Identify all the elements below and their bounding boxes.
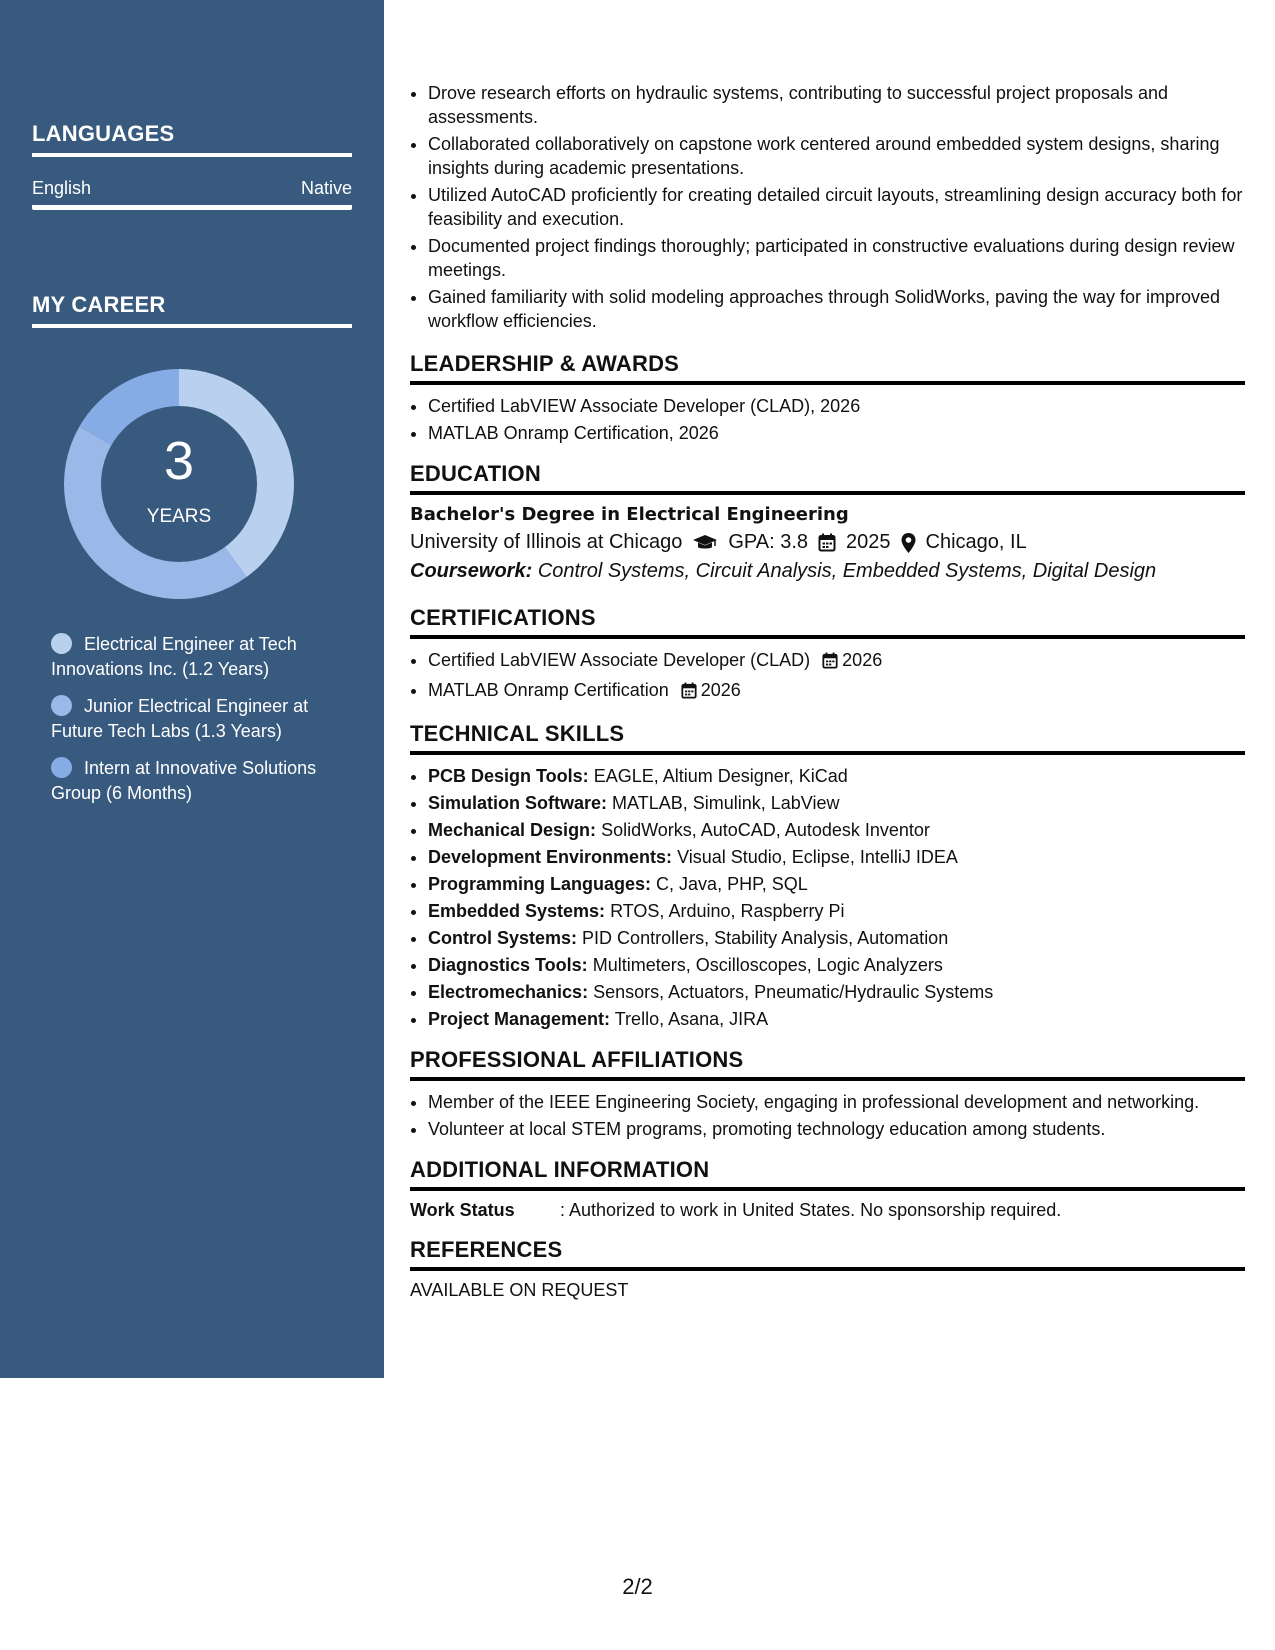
- additional-section: [410, 1157, 1245, 1221]
- work-status-label: Work Status: [410, 1200, 515, 1220]
- skill-value: Trello, Asana, JIRA: [614, 1009, 769, 1029]
- affiliations-section: [410, 1047, 1245, 1141]
- skill-label: Electromechanics:: [428, 982, 589, 1002]
- main-content: [410, 81, 1245, 1301]
- skill-value: Sensors, Actuators, Pneumatic/Hydraulic Systems: [593, 982, 994, 1002]
- skill-item: [428, 818, 1245, 842]
- skill-label: Embedded Systems:: [428, 901, 606, 921]
- skill-item: [428, 980, 1245, 1004]
- education-title: EDUCATION: [410, 461, 1245, 495]
- skills-title: TECHNICAL SKILLS: [410, 721, 1245, 755]
- leadership-item: • Certified LabVIEW Associate Developer (CLAD), 2026: [428, 394, 1245, 418]
- affiliation-item: • Member of the IEEE Engineering Society, engaging in professional development and networking.: [428, 1090, 1245, 1114]
- career-item: [51, 756, 341, 806]
- career-total-value: 3: [163, 431, 195, 491]
- certification-name: MATLAB Onramp Certification: [428, 680, 669, 700]
- skill-item: [428, 845, 1245, 869]
- certifications-section: [410, 605, 1245, 705]
- skill-label: PCB Design Tools:: [428, 766, 589, 786]
- career-dot-icon: [51, 757, 72, 778]
- skill-label: Development Environments:: [428, 847, 673, 867]
- career-dot-icon: [51, 695, 72, 716]
- skill-value: PID Controllers, Stability Analysis, Automation: [582, 928, 949, 948]
- coursework-value: Control Systems, Circuit Analysis, Embedded Systems, Digital Design: [537, 560, 1157, 582]
- languages-heading: LANGUAGES: [32, 121, 352, 157]
- experience-bullet: • Gained familiarity with solid modeling approaches through SolidWorks, paving the way for improved workflow efficiencies.: [428, 285, 1245, 333]
- skill-item: [428, 791, 1245, 815]
- experience-bullets: [410, 81, 1245, 333]
- certifications-title: CERTIFICATIONS: [410, 605, 1245, 639]
- skill-item: [428, 872, 1245, 896]
- skill-label: Control Systems:: [428, 928, 578, 948]
- experience-bullet: • Documented project findings thoroughly; participated in constructive evaluations during design review meetings.: [428, 234, 1245, 282]
- career-item: [51, 694, 341, 744]
- skills-section: [410, 721, 1245, 1031]
- skill-label: Programming Languages:: [428, 874, 652, 894]
- career-dot-icon: [51, 633, 72, 654]
- skill-label: Simulation Software:: [428, 793, 608, 813]
- skill-label: Project Management:: [428, 1009, 611, 1029]
- skill-item: [428, 953, 1245, 977]
- leadership-section: [410, 351, 1245, 445]
- skill-item: [428, 926, 1245, 950]
- graduation-year: 2025: [846, 531, 891, 553]
- certification-year: 2026: [700, 680, 741, 700]
- coursework-label: Coursework:: [410, 560, 533, 582]
- career-total-unit: YEARS: [146, 506, 212, 527]
- certification-year: 2026: [842, 650, 883, 670]
- experience-bullet: • Drove research efforts on hydraulic systems, contributing to successful project proposals and assessments.: [428, 81, 1245, 129]
- skill-item: [428, 764, 1245, 788]
- sidebar: [0, 0, 384, 1378]
- calendar-icon: [818, 533, 836, 552]
- graduation-cap-icon: [692, 534, 718, 552]
- work-status-row: [410, 1200, 1245, 1221]
- skill-value: Visual Studio, Eclipse, IntelliJ IDEA: [677, 847, 958, 867]
- career-donut-chart: [64, 369, 294, 599]
- leadership-item: • MATLAB Onramp Certification, 2026: [428, 421, 1245, 445]
- references-text: AVAILABLE ON REQUEST: [410, 1280, 629, 1300]
- skill-item: [428, 1007, 1245, 1031]
- education-details: [410, 531, 1245, 554]
- affiliations-title: PROFESSIONAL AFFILIATIONS: [410, 1047, 1245, 1081]
- calendar-icon: [681, 681, 697, 705]
- language-level: Native: [300, 178, 352, 198]
- skill-label: Mechanical Design:: [428, 820, 597, 840]
- language-row: [32, 178, 352, 210]
- additional-title: ADDITIONAL INFORMATION: [410, 1157, 1245, 1191]
- work-status-value: : Authorized to work in United States. No sponsorship required.: [560, 1200, 1062, 1220]
- career-item: [51, 632, 341, 682]
- language-name: English: [32, 178, 92, 198]
- skill-value: RTOS, Arduino, Raspberry Pi: [610, 901, 845, 921]
- gpa: GPA: 3.8: [728, 531, 809, 553]
- experience-bullet: • Collaborated collaboratively on capstone work centered around embedded system designs, sharing insights during academic presentations.: [428, 132, 1245, 180]
- location: Chicago, IL: [925, 531, 1027, 553]
- calendar-icon: [822, 651, 838, 675]
- skill-label: Diagnostics Tools:: [428, 955, 588, 975]
- career-item-label: Electrical Engineer at Tech Innovations Inc. (1.2 Years): [51, 634, 297, 679]
- affiliation-item: • Volunteer at local STEM programs, promoting technology education among students.: [428, 1117, 1245, 1141]
- references-section: [410, 1237, 1245, 1301]
- page-number: 2/2: [622, 1574, 653, 1599]
- skill-value: SolidWorks, AutoCAD, Autodesk Inventor: [601, 820, 930, 840]
- experience-bullet: • Utilized AutoCAD proficiently for creating detailed circuit layouts, streamlining design accuracy both for feasibility and execution.: [428, 183, 1245, 231]
- career-item-label: Intern at Innovative Solutions Group (6 Months): [51, 758, 317, 803]
- degree: Bachelor's Degree in Electrical Engineering: [410, 504, 849, 525]
- skill-value: EAGLE, Altium Designer, KiCad: [593, 766, 848, 786]
- career-heading: MY CAREER: [32, 292, 352, 328]
- references-title: REFERENCES: [410, 1237, 1245, 1271]
- skill-value: C, Java, PHP, SQL: [656, 874, 808, 894]
- skill-item: [428, 899, 1245, 923]
- school: University of Illinois at Chicago: [410, 531, 683, 553]
- career-item-label: Junior Electrical Engineer at Future Tech Labs (1.3 Years): [51, 696, 309, 741]
- skill-value: MATLAB, Simulink, LabView: [612, 793, 840, 813]
- certification-item: [428, 648, 1245, 675]
- certification-name: Certified LabVIEW Associate Developer (CLAD): [428, 650, 811, 670]
- map-pin-icon: [901, 533, 916, 553]
- coursework: [410, 560, 1245, 583]
- leadership-title: LEADERSHIP & AWARDS: [410, 351, 1245, 385]
- skill-value: Multimeters, Oscilloscopes, Logic Analyzers: [592, 955, 943, 975]
- education-section: [410, 461, 1245, 583]
- career-list: [51, 632, 341, 818]
- certification-item: [428, 678, 1245, 705]
